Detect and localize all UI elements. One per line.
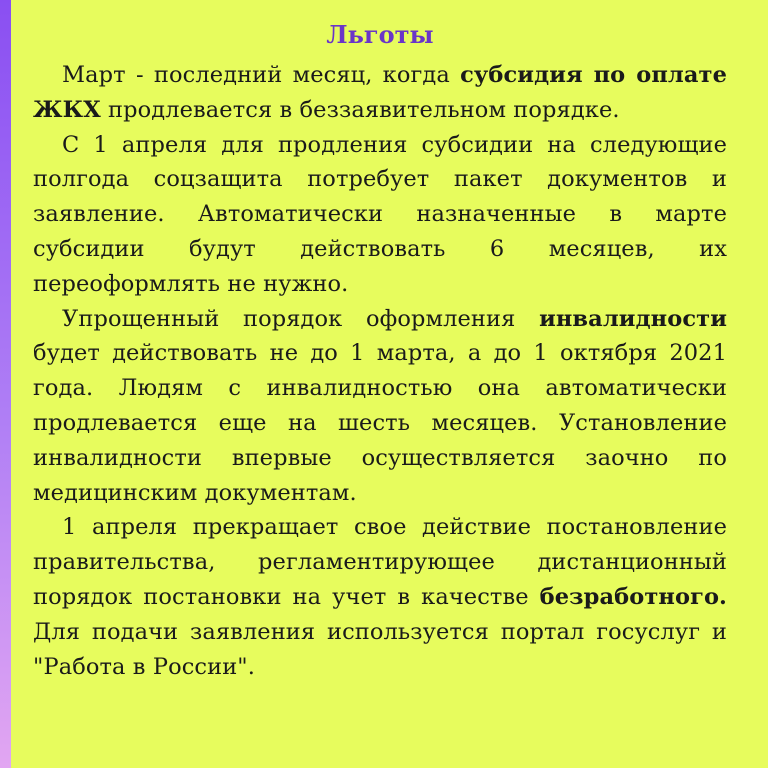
bold-term: безработного. [539, 583, 727, 610]
paragraph-disability [33, 302, 727, 511]
paragraph-text: продлевается в беззаявительном порядке. [100, 96, 620, 123]
page-title: Льготы [326, 20, 434, 49]
side-stripe [0, 0, 11, 768]
paragraph-renewal [33, 128, 727, 302]
paragraph-text: Упрощенный порядок оформления [62, 305, 540, 332]
document-body [33, 16, 727, 684]
paragraph-subsidy [33, 58, 727, 128]
paragraph-text: будет действовать не до 1 марта, а до 1 октября 2021 года. Людям с инвалидностью она автоматически продлевается еще на шесть месяцев. Установление инвалидности впервые осуществляется заочно по медицинским документам. [33, 340, 727, 506]
paragraph-text: С 1 апреля для продления субсидии на следующие полгода соцзащита потребует пакет документов и заявление. Автоматически назначенные в марте субсидии будут действовать 6 месяцев, их переоформлять не нужно. [33, 131, 727, 297]
paragraph-text: Март - последний месяц, когда [62, 62, 461, 88]
paragraph-text: 1 апреля прекращает свое действие постановление правительства, регламентирующее дистанционный порядок постановки на учет в качестве [33, 514, 727, 610]
paragraph-unemployment [33, 510, 727, 684]
bold-term: инвалидности [539, 305, 727, 332]
bold-term: субсидия по оплате ЖКХ [33, 62, 727, 123]
paragraph-text: Для подачи заявления используется портал госуслуг и "Работа в России". [33, 618, 727, 680]
